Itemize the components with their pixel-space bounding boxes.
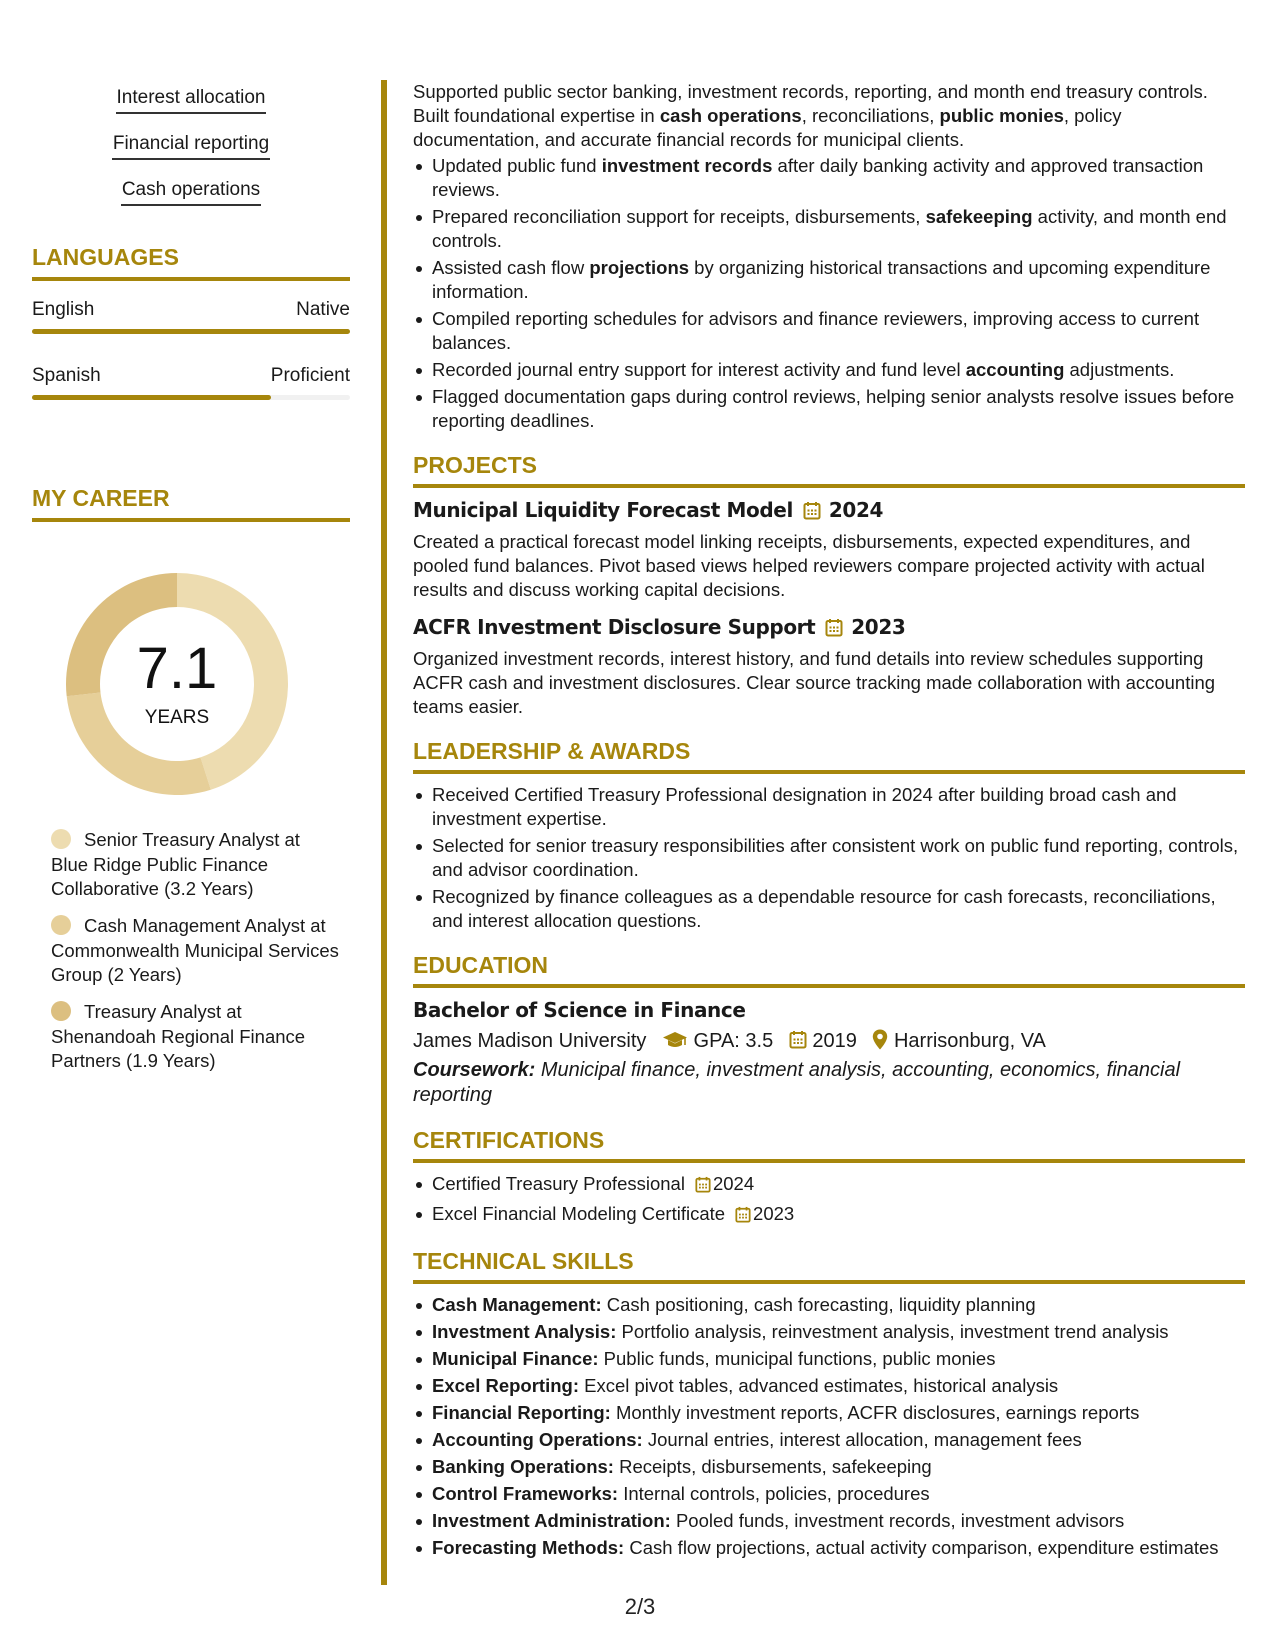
skill-item: Financial reporting xyxy=(112,132,270,160)
project-description: Created a practical forecast model linking receipts, disbursements, expected expenditures, and pooled fund balances. Pivot based views helped reviewers compare projected activity with actual results and discuss working capital decisions. xyxy=(413,531,1205,600)
skill-list xyxy=(32,86,350,224)
left-column xyxy=(32,0,350,1650)
education-location: Harrisonburg, VA xyxy=(893,1030,1046,1052)
awards-bullets xyxy=(413,783,1245,933)
language-name: Spanish xyxy=(32,365,101,386)
education-school: James Madison University xyxy=(413,1030,647,1052)
career-item xyxy=(51,1000,341,1074)
technical-skill xyxy=(413,1482,1245,1506)
award-bullet: Selected for senior treasury responsibilities after consistent work on public fund reporting, controls, and advisor coordination. xyxy=(413,834,1245,882)
career-legend-dot xyxy=(51,915,71,935)
languages-heading: LANGUAGES xyxy=(32,243,350,281)
page-number: 2/3 xyxy=(624,1594,656,1619)
calendar-icon xyxy=(825,617,843,643)
career-item-text: Senior Treasury Analyst at Blue Ridge Public Finance Collaborative (3.2 Years) xyxy=(51,829,300,899)
technical-skill xyxy=(413,1536,1245,1560)
calendar-icon xyxy=(695,1175,711,1199)
calendar-icon xyxy=(789,1026,807,1056)
career-legend-dot xyxy=(51,1001,71,1021)
technical-skill-label: Excel Reporting: xyxy=(432,1375,579,1396)
technical-skill-label: Cash Management: xyxy=(432,1294,602,1315)
experience-bullet: Prepared reconciliation support for receipts, disbursements, safekeeping activity, and month end controls. xyxy=(413,205,1245,253)
education-heading: EDUCATION xyxy=(413,951,1245,988)
language-name: English xyxy=(32,299,95,320)
graduation-cap-icon xyxy=(662,1026,688,1056)
technical-skills-heading: TECHNICAL SKILLS xyxy=(413,1247,1245,1284)
technical-skill-text: Journal entries, interest allocation, management fees xyxy=(647,1429,1082,1450)
project-year: 2024 xyxy=(828,498,883,522)
career-item xyxy=(51,828,341,902)
language-bar-fill xyxy=(32,329,350,334)
technical-skill xyxy=(413,1455,1245,1479)
career-total-years: 7.1 xyxy=(136,636,218,701)
career-heading: MY CAREER xyxy=(32,484,350,522)
project-title xyxy=(413,497,1245,526)
project-name: Municipal Liquidity Forecast Model xyxy=(413,498,793,522)
education-details xyxy=(413,1026,1245,1056)
technical-skill-label: Investment Administration: xyxy=(432,1510,671,1531)
skill-item: Interest allocation xyxy=(116,86,267,114)
education-year: 2019 xyxy=(812,1030,857,1052)
experience-bullet: Compiled reporting schedules for advisors and finance reviewers, improving access to current balances. xyxy=(413,307,1245,355)
award-bullet: Recognized by finance colleagues as a dependable resource for cash forecasts, reconciliations, and interest allocation questions. xyxy=(413,885,1245,933)
education-degree: Bachelor of Science in Finance xyxy=(413,998,746,1022)
map-pin-icon xyxy=(872,1026,888,1056)
technical-skill-text: Pooled funds, investment records, investment advisors xyxy=(675,1510,1125,1531)
experience-summary: Supported public sector banking, investment records, reporting, and month end treasury controls. Built foundational expertise in cash operations, reconciliations, public monies, policy documentation, and accurate financial records for municipal clients. xyxy=(413,81,1208,150)
technical-skill xyxy=(413,1320,1245,1344)
certifications-heading: CERTIFICATIONS xyxy=(413,1126,1245,1163)
technical-skill xyxy=(413,1293,1245,1317)
calendar-icon xyxy=(803,500,821,526)
career-legend-dot xyxy=(51,829,71,849)
technical-skills-list xyxy=(413,1293,1245,1560)
experience-bullets xyxy=(413,154,1245,433)
technical-skill-text: Portfolio analysis, reinvestment analysis, investment trend analysis xyxy=(621,1321,1169,1342)
technical-skill-text: Receipts, disbursements, safekeeping xyxy=(619,1456,932,1477)
column-divider xyxy=(381,80,387,1585)
technical-skill xyxy=(413,1347,1245,1371)
education-gpa: GPA: 3.5 xyxy=(693,1030,774,1052)
career-total-unit: YEARS xyxy=(144,707,210,728)
experience-bullet: Recorded journal entry support for interest activity and fund level accounting adjustments. xyxy=(413,358,1245,382)
language-level: Native xyxy=(296,299,350,320)
technical-skill-text: Internal controls, policies, procedures xyxy=(623,1483,930,1504)
technical-skill-label: Investment Analysis: xyxy=(432,1321,617,1342)
technical-skill xyxy=(413,1374,1245,1398)
project-name: ACFR Investment Disclosure Support xyxy=(413,615,816,639)
project-year: 2023 xyxy=(851,615,906,639)
projects-heading: PROJECTS xyxy=(413,451,1245,488)
certification-name: Certified Treasury Professional xyxy=(432,1173,685,1194)
right-column xyxy=(413,80,1245,1563)
language-bar xyxy=(32,329,350,334)
certification-item xyxy=(413,1172,1245,1199)
project-title xyxy=(413,614,1245,643)
technical-skill-label: Municipal Finance: xyxy=(432,1348,599,1369)
awards-heading: LEADERSHIP & AWARDS xyxy=(413,737,1245,774)
career-item xyxy=(51,914,341,988)
technical-skill-text: Excel pivot tables, advanced estimates, historical analysis xyxy=(584,1375,1059,1396)
career-donut-center xyxy=(66,573,288,795)
certifications-list xyxy=(413,1172,1245,1229)
experience-bullet: Flagged documentation gaps during control reviews, helping senior analysts resolve issues before reporting deadlines. xyxy=(413,385,1245,433)
experience-bullet: Assisted cash flow projections by organizing historical transactions and upcoming expenditure information. xyxy=(413,256,1245,304)
coursework-text: Municipal finance, investment analysis, accounting, economics, financial reporting xyxy=(413,1059,1181,1106)
language-level: Proficient xyxy=(270,365,350,386)
technical-skill-label: Accounting Operations: xyxy=(432,1429,643,1450)
technical-skill-label: Financial Reporting: xyxy=(432,1402,611,1423)
certification-item xyxy=(413,1202,1245,1229)
language-bar-fill xyxy=(32,395,271,400)
education-coursework xyxy=(413,1058,1245,1108)
technical-skill xyxy=(413,1428,1245,1452)
career-item-text: Cash Management Analyst at Commonwealth Municipal Services Group (2 Years) xyxy=(51,915,339,985)
certification-name: Excel Financial Modeling Certificate xyxy=(432,1203,726,1224)
coursework-label: Coursework: xyxy=(413,1059,536,1081)
language-bar xyxy=(32,395,350,400)
certification-year: 2023 xyxy=(753,1203,795,1224)
technical-skill-text: Public funds, municipal functions, public monies xyxy=(603,1348,996,1369)
award-bullet: Received Certified Treasury Professional designation in 2024 after building broad cash and investment expertise. xyxy=(413,783,1245,831)
technical-skill-text: Cash positioning, cash forecasting, liquidity planning xyxy=(606,1294,1036,1315)
technical-skill xyxy=(413,1509,1245,1533)
calendar-icon xyxy=(735,1205,751,1229)
skill-item: Cash operations xyxy=(121,178,261,206)
technical-skill-label: Control Frameworks: xyxy=(432,1483,619,1504)
technical-skill-text: Cash flow projections, actual activity comparison, expenditure estimates xyxy=(629,1537,1219,1558)
certification-year: 2024 xyxy=(712,1173,755,1194)
technical-skill xyxy=(413,1401,1245,1425)
technical-skill-text: Monthly investment reports, ACFR disclosures, earnings reports xyxy=(615,1402,1140,1423)
experience-bullet: Updated public fund investment records after daily banking activity and approved transaction reviews. xyxy=(413,154,1245,202)
career-item-text: Treasury Analyst at Shenandoah Regional Finance Partners (1.9 Years) xyxy=(51,1001,306,1071)
project-description: Organized investment records, interest history, and fund details into review schedules supporting ACFR cash and investment disclosures. Clear source tracking made collaboration with accounting teams easier. xyxy=(413,648,1216,717)
technical-skill-label: Banking Operations: xyxy=(432,1456,614,1477)
technical-skill-label: Forecasting Methods: xyxy=(432,1537,625,1558)
